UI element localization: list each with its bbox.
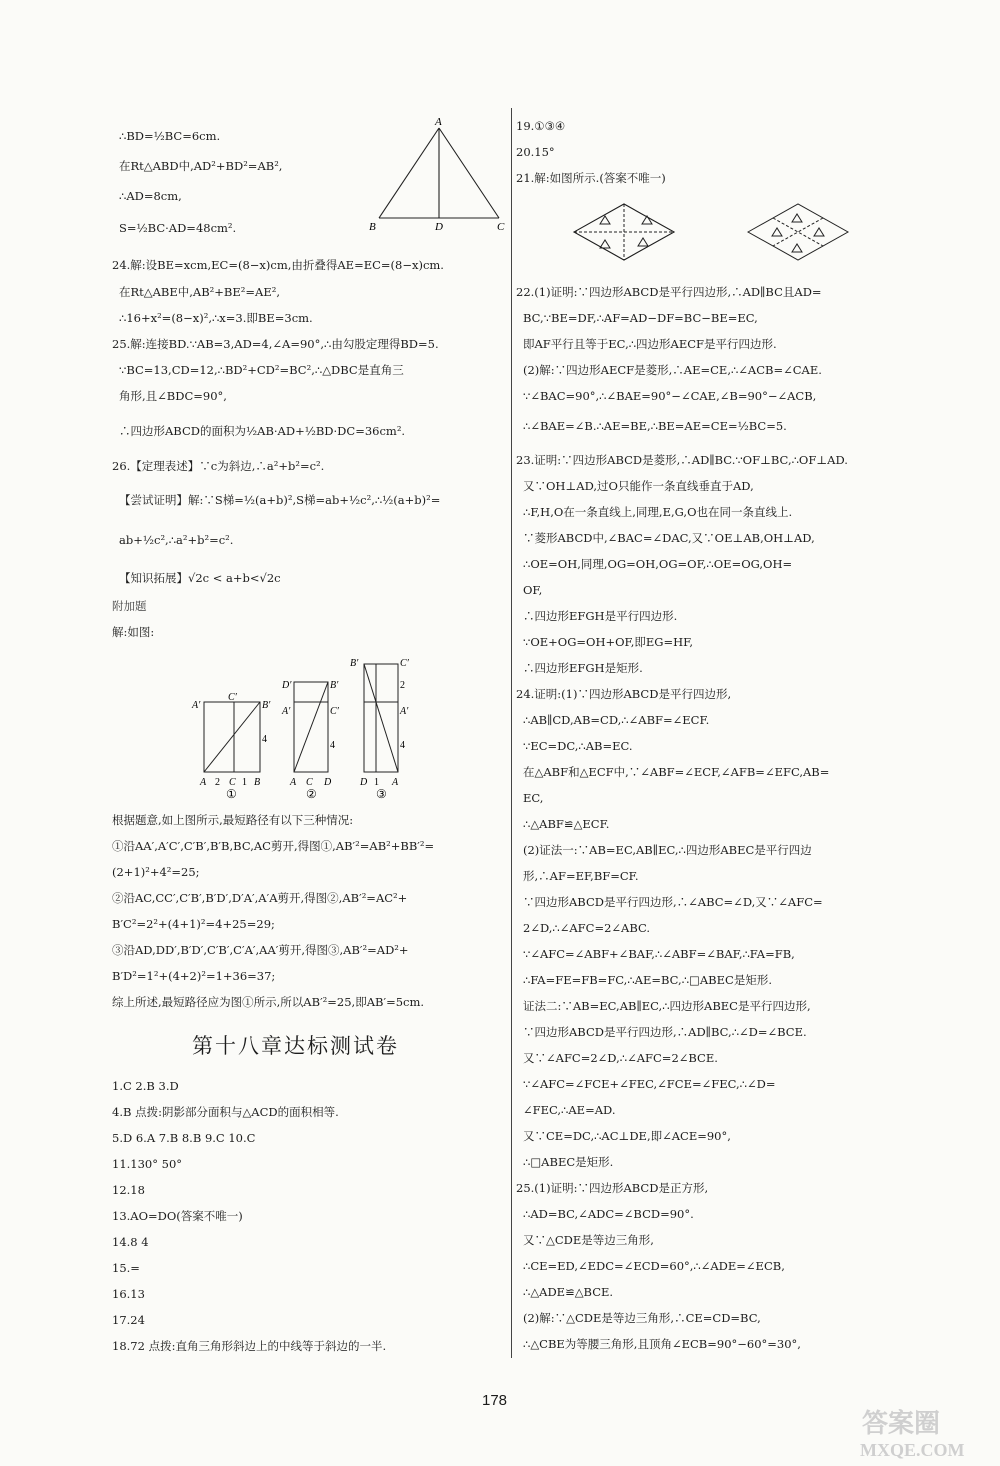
fig-label: 4 — [400, 740, 405, 751]
answer-line: 又∵△CDE是等边三角形, — [523, 1233, 654, 1247]
answer-line: ∠FEC,∴AE=AD. — [523, 1103, 616, 1117]
answer-line: 19.①③④ — [516, 119, 566, 133]
text-line: 在Rt△ABE中,AB²+BE²=AE², — [119, 285, 280, 299]
answer-line: ∴AB∥CD,AB=CD,∴∠ABF=∠ECF. — [523, 713, 710, 727]
text-line: 【知识拓展】√2c < a+b<√2c — [119, 571, 281, 585]
text-line: ②沿AC,CC′,C′B′,B′D′,D′A′,A′A剪开,得图②,AB′²=AC²+ — [112, 891, 408, 905]
fig-label: A — [392, 777, 399, 788]
fig-label: 1 — [374, 777, 379, 788]
text-line: 【尝试证明】解:∵S梯=½(a+b)²,S梯=ab+½c²,∴½(a+b)²= — [119, 493, 441, 507]
answer-line: ∵OE+OG=OH+OF,即EG=HF, — [523, 635, 693, 649]
watermark-top: 答案圈 — [862, 1409, 941, 1438]
answer-line: 5.D 6.A 7.B 8.B 9.C 10.C — [112, 1131, 256, 1145]
chapter-heading: 第十八章达标测试卷 — [192, 1034, 399, 1058]
answer-line: (2)解:∵△CDE是等边三角形,∴CE=CD=BC, — [523, 1311, 761, 1325]
fig-number: ③ — [376, 787, 387, 801]
answer-line: ∴四边形EFGH是矩形. — [523, 661, 643, 675]
fig-label: C — [229, 777, 236, 788]
answer-line: ∴AD=BC,∠ADC=∠BCD=90°. — [523, 1207, 694, 1221]
fig-label: B′ — [330, 680, 339, 691]
answer-line: 17.24 — [112, 1313, 145, 1327]
answer-line: 形,∴AF=EF,BF=CF. — [523, 869, 639, 883]
fig-label: C — [306, 777, 313, 788]
vertex-label: D — [435, 221, 443, 233]
answer-line: 25.(1)证明:∵四边形ABCD是正方形, — [516, 1181, 709, 1195]
fig-label: C′ — [400, 658, 409, 669]
text-line: 综上所述,最短路径应为图①所示,所以AB′²=25,即AB′=5cm. — [112, 995, 425, 1009]
answer-line: ∵∠AFC=∠ABF+∠BAF,∴∠ABF=∠BAF,∴FA=FB, — [523, 947, 795, 961]
fig-label: B′ — [350, 658, 359, 669]
answer-line: 24.证明:(1)∵四边形ABCD是平行四边形, — [516, 687, 732, 701]
text-line: ∴四边形ABCD的面积为½AB·AD+½BD·DC=36cm². — [119, 424, 406, 438]
text-line: ab+½c²,∴a²+b²=c². — [119, 533, 234, 547]
text-line: 26.【定理表述】∵c为斜边,∴a²+b²=c². — [112, 459, 325, 473]
answer-line: 2∠D,∴∠AFC=2∠ABC. — [523, 921, 651, 935]
answer-line: 23.证明:∵四边形ABCD是菱形,∴AD∥BC.∵OF⊥BC,∴OF⊥AD. — [516, 453, 848, 467]
answer-line: ∴CE=ED,∠EDC=∠ECD=60°,∴∠ADE=∠ECB, — [523, 1259, 785, 1273]
fig-label: A — [290, 777, 297, 788]
text-line: 在Rt△ABD中,AD²+BD²=AB², — [119, 159, 283, 173]
answer-line: 1.C 2.B 3.D — [112, 1079, 179, 1093]
answer-line: 20.15° — [516, 145, 555, 159]
answer-line: ∴四边形EFGH是平行四边形. — [523, 609, 678, 623]
answer-line: 即AF平行且等于EC,∴四边形AECF是平行四边形. — [523, 337, 777, 351]
text-line: (2+1)²+4²=25; — [112, 865, 200, 879]
fig-label: D — [324, 777, 332, 788]
fig-label: 1 — [242, 777, 247, 788]
text-line: ∴16+x²=(8−x)²,∴x=3.即BE=3cm. — [119, 311, 313, 325]
answer-line: ∴△CBE为等腰三角形,且顶角∠ECB=90°−60°=30°, — [523, 1337, 801, 1351]
column-divider — [511, 108, 512, 1358]
text-line: ∴BD=½BC=6cm. — [119, 129, 221, 143]
fig-label: C′ — [330, 706, 339, 717]
fig-label: 2 — [400, 680, 405, 691]
vertex-label: B — [369, 221, 376, 233]
answer-line: 在△ABF和△ECF中,∵∠ABF=∠ECF,∠AFB=∠EFC,AB= — [523, 765, 830, 779]
text-line: B′C²=2²+(4+1)²=4+25=29; — [112, 917, 275, 931]
answer-line: 4.B 点拨:阴影部分面积与△ACD的面积相等. — [112, 1105, 339, 1119]
answer-line: 22.(1)证明:∵四边形ABCD是平行四边形,∴AD∥BC且AD= — [516, 285, 822, 299]
answer-line: EC, — [523, 791, 544, 805]
answer-line: 证法二:∵AB=EC,AB∥EC,∴四边形ABEC是平行四边形, — [523, 999, 811, 1013]
answer-line: ∴FA=FE=FB=FC,∴AE=BC,∴□ABEC是矩形. — [523, 973, 772, 987]
fig-label: A′ — [192, 700, 201, 711]
fig-number: ② — [306, 787, 317, 801]
answer-line: ∴△ABF≌△ECF. — [523, 817, 610, 831]
answer-line: (2)解:∵四边形AECF是菱形,∴AE=CE,∴∠ACB=∠CAE. — [523, 363, 822, 377]
text-line: B′D²=1²+(4+2)²=1+36=37; — [112, 969, 276, 983]
fig-label: B′ — [262, 700, 271, 711]
answer-line: OF, — [523, 583, 543, 597]
vertex-label: C — [497, 221, 505, 233]
page-number: 178 — [482, 1392, 508, 1409]
text-line: 解:如图: — [112, 625, 155, 639]
answer-line: ∵EC=DC,∴AB=EC. — [523, 739, 633, 753]
rhombus-figures — [566, 194, 896, 274]
answer-line: ∵∠AFC=∠FCE+∠FEC,∠FCE=∠FEC,∴∠D= — [523, 1077, 776, 1091]
fig-label: 2 — [215, 777, 220, 788]
answer-line: ∴□ABEC是矩形. — [523, 1155, 614, 1169]
answer-line: ∴F,H,O在一条直线上,同理,E,G,O也在同一条直线上. — [523, 505, 793, 519]
answer-line: 14.8 4 — [112, 1235, 149, 1249]
fig-label: C′ — [228, 692, 237, 703]
answer-line: ∴∠BAE=∠B.∴AE=BE,∴BE=AE=CE=½BC=5. — [523, 419, 787, 433]
answer-line: ∵四边形ABCD是平行四边形,∴AD∥BC,∴∠D=∠BCE. — [523, 1025, 807, 1039]
watermark-logo — [856, 1402, 982, 1460]
text-line: ③沿AD,DD′,B′D′,C′B′,C′A′,AA′剪开,得图③,AB′²=AD²+ — [112, 943, 409, 957]
text-line: 角形,且∠BDC=90°, — [119, 389, 227, 403]
answer-line: ∴OE=OH,同理,OG=OH,OG=OF,∴OE=OG,OH= — [523, 557, 793, 571]
answer-line: 21.解:如图所示.(答案不唯一) — [516, 171, 666, 185]
answer-line: 16.13 — [112, 1287, 145, 1301]
unfolding-figures — [182, 652, 422, 812]
appendix-label: 附加题 — [112, 599, 147, 613]
triangle-figure — [367, 112, 507, 237]
answer-line: 又∵∠AFC=2∠D,∴∠AFC=2∠BCE. — [523, 1051, 718, 1065]
text-line: ∴AD=8cm, — [119, 189, 182, 203]
text-line: ①沿AA′,A′C′,C′B′,B′B,BC,AC剪开,得图①,AB′²=AB²+BB′²= — [112, 839, 435, 853]
answer-line: 又∵OH⊥AD,过O只能作一条直线垂直于AD, — [523, 479, 754, 493]
answer-line: 11.130° 50° — [112, 1157, 183, 1171]
fig-label: D′ — [282, 680, 292, 691]
text-line: 24.解:设BE=xcm,EC=(8−x)cm,由折叠得AE=EC=(8−x)cm. — [112, 258, 444, 272]
answer-line: 又∵CE=DC,∴AC⊥DE,即∠ACE=90°, — [523, 1129, 731, 1143]
answer-line: ∵∠BAC=90°,∴∠BAE=90°−∠CAE,∠B=90°−∠ACB, — [523, 389, 817, 403]
answer-line: 18.72 点拨:直角三角形斜边上的中线等于斜边的一半. — [112, 1339, 387, 1353]
answer-line: ∵菱形ABCD中,∠BAC=∠DAC,又∵OE⊥AB,OH⊥AD, — [523, 531, 815, 545]
text-line: S=½BC·AD=48cm². — [119, 221, 237, 235]
fig-label: A′ — [282, 706, 291, 717]
fig-label: A — [200, 777, 207, 788]
answer-line: 15.= — [112, 1261, 140, 1275]
answer-line: (2)证法一:∵AB=EC,AB∥EC,∴四边形ABEC是平行四边 — [523, 843, 812, 857]
answer-line: 12.18 — [112, 1183, 145, 1197]
fig-label: B — [254, 777, 261, 788]
watermark-bottom: MXQE.COM — [860, 1440, 965, 1460]
answer-line: ∵四边形ABCD是平行四边形,∴∠ABC=∠D,又∵∠AFC= — [523, 895, 823, 909]
vertex-label: A — [435, 116, 442, 128]
fig-number: ① — [226, 787, 237, 801]
fig-label: A′ — [400, 706, 409, 717]
text-line: ∵BC=13,CD=12,∴BD²+CD²=BC²,∴△DBC是直角三 — [119, 363, 404, 377]
text-line: 根据题意,如上图所示,最短路径有以下三种情况: — [112, 813, 354, 827]
text-line: 25.解:连接BD.∵AB=3,AD=4,∠A=90°,∴由勾股定理得BD=5. — [112, 337, 439, 351]
answer-line: BC,∵BE=DF,∴AF=AD−DF=BC−BE=EC, — [523, 311, 758, 325]
fig-label: 4 — [330, 740, 335, 751]
answer-line: 13.AO=DO(答案不唯一) — [112, 1209, 243, 1223]
fig-label: 4 — [262, 734, 267, 745]
answer-line: ∴△ADE≌△BCE. — [523, 1285, 614, 1299]
fig-label: D — [360, 777, 368, 788]
